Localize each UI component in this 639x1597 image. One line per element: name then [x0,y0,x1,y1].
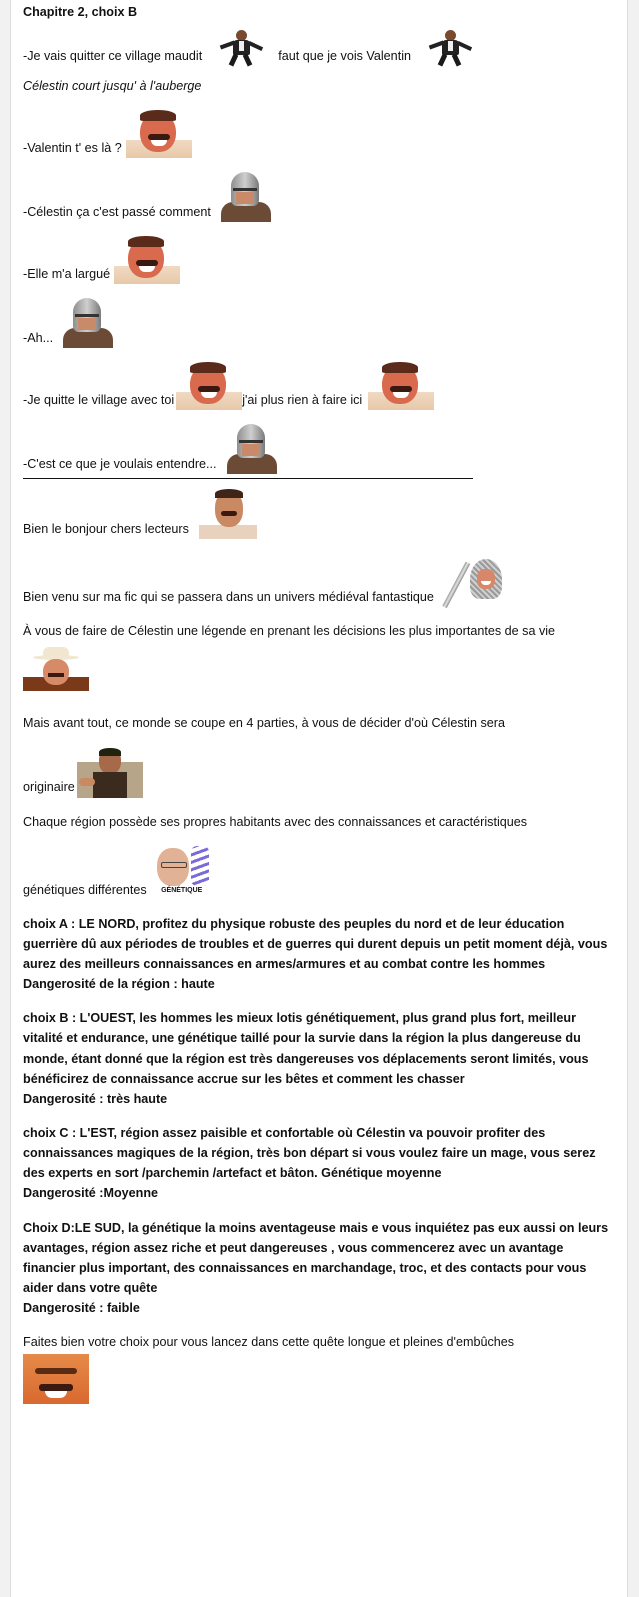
intro-line-2 [23,553,617,607]
choice-text: choix B : L'OUEST, les hommes les mieux lotis génétiquement, plus grand plus fort, meilleur vitalité et endurance, une génétique taillé pour la survie dans la région la plus dangereuse du monde, étant donné que la région est très dangereuses vos déplacements seront limités, vous bénéficirez de connaissance accrue sur les bêtes et comment les chasser [23,1011,589,1086]
running-man-sticker [427,30,475,66]
knight-helmet-sticker [217,424,283,474]
knight-helmet-sticker [211,172,277,222]
laughing-man-sticker [368,362,434,410]
intro-line-1 [23,489,617,539]
story-text: -Je vais quitter ce village maudit [23,49,203,63]
genetics-sticker [149,846,215,900]
choice-danger: Dangerosité : très haute [23,1091,168,1106]
story-text: -Célestin ça c'est passé comment [23,205,211,220]
laughing-man-sticker [176,362,242,410]
forum-post [10,0,628,1597]
knight-sword-sticker [436,553,508,607]
story-text: -Valentin t' es là ? [23,141,122,156]
laughing-closeup-sticker [23,1354,89,1404]
story-narration: Célestin court jusqu' à l'auberge [23,79,202,94]
intro-text: Chaque région possède ses propres habitants avec des connaissances et caractéristiques [23,814,528,829]
intro-line-3 [23,647,617,691]
story-line-5 [23,236,617,284]
choice-danger: Dangerosité : faible [23,1301,140,1316]
choice-a [23,914,617,995]
intro-text: génétiques différentes [23,882,147,897]
story-text: -Ah... [23,331,54,346]
story-line-8 [23,424,617,474]
story-line-3 [23,110,617,158]
choice-d [23,1218,617,1319]
intro-text: À vous de faire de Célestin une légende en prenant les décisions les plus importantes de sa vie [23,624,556,639]
choice-text: choix C : L'EST, région assez paisible et confortable où Célestin va pouvoir profiter des connaissances magiques de la région, très bon départ si vous voulez faire un mage, vous serez des experts en sort /parchemin /artefact et bâton. Génétique moyenne [23,1125,596,1181]
closing-line [23,1354,617,1404]
intro-line-4 [23,748,617,798]
intro-text: Bien le bonjour chers lecteurs [23,522,189,537]
intro-text: originaire [23,780,75,795]
story-line-6 [23,298,617,348]
intro-text: Bien venu sur ma fic qui se passera dans un univers médiéval fantastique [23,590,434,605]
story-text: j'ai plus rien à faire ici [242,393,363,408]
intro-line-5 [23,846,617,900]
laughing-man-sticker [126,110,192,158]
story-text: -C'est ce que je voulais entendre... [23,457,217,472]
story-text: -Elle m'a largué [23,267,111,282]
smiling-man-sticker [199,489,257,539]
story-line-1 [23,30,617,66]
post-title: Chapitre 2, choix B [23,5,138,19]
story-text: -Je quitte le village avec toi [23,393,175,408]
choice-danger: Dangerosité de la région : haute [23,977,215,992]
suit-man-sticker [77,748,143,798]
running-man-sticker [218,30,266,66]
choice-text: Choix D:LE SUD, la génétique la moins aventageuse mais e vous inquiétez pas eux aussi on leurs avantages, région assez riche et peut dangereuses , vous commencerez avec un avantage financier plus important, des connaissances en marchandage, troc, et des contacts pour vous aider dans votre quête [23,1220,609,1295]
knight-helmet-sticker [53,298,119,348]
hat-man-sticker [23,647,89,691]
story-text: faut que je vois Valentin [278,49,411,63]
choice-c [23,1123,617,1204]
separator-line [23,478,473,479]
laughing-man-sticker [114,236,180,284]
intro-text: Mais avant tout, ce monde se coupe en 4 parties, à vous de décider d'où Célestin sera [23,716,505,731]
closing-text: Faites bien votre choix pour vous lancez dans cette quête longue et pleines d'embûches [23,1335,515,1350]
choice-text: choix A : LE NORD, profitez du physique robuste des peuples du nord et de leur éducation guerrière dû aux périodes de troubles et de guerres qui durent depuis un petit moment déjà, vous aurez des meilleurs connaissances en armes/armures et au combat contre les hommes [23,916,608,971]
story-line-4 [23,172,617,222]
choice-danger: Dangerosité :Moyenne [23,1186,159,1201]
genetics-label: GÉNÉTIQUE [161,886,203,894]
choice-b [23,1008,617,1109]
story-line-7 [23,362,617,410]
